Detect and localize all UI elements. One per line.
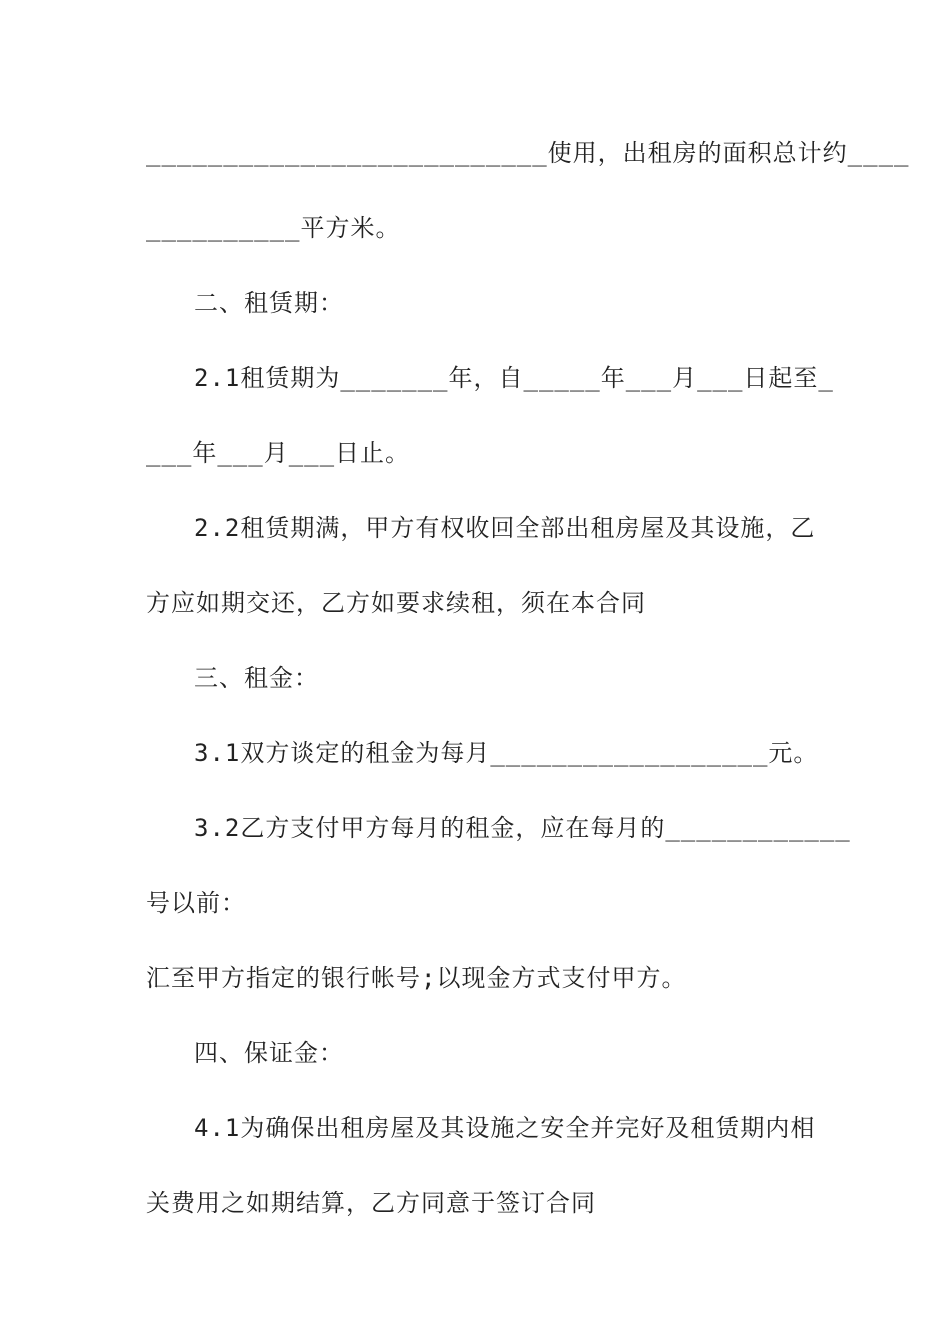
section-heading: 二、租赁期：	[194, 289, 344, 317]
text-line: ___年___月___日止。	[146, 439, 411, 467]
text-line: 3.1双方谈定的租金为每月__________________元。	[194, 739, 819, 767]
text-line: 号以前：	[146, 889, 246, 917]
text-line: 4.1为确保出租房屋及其设施之安全并完好及租赁期内相	[194, 1114, 816, 1142]
text-line: 关费用之如期结算，乙方同意于签订合同	[146, 1189, 596, 1217]
text-line: __________平方米。	[146, 214, 401, 242]
text-line: 2.1租赁期为_______年，自_____年___月___日起至_	[194, 364, 834, 392]
section-heading: 三、租金：	[194, 664, 319, 692]
text-line: 3.2乙方支付甲方每月的租金，应在每月的____________	[194, 814, 851, 842]
section-heading: 四、保证金：	[194, 1039, 344, 1067]
text-line: 2.2租赁期满，甲方有权收回全部出租房屋及其设施，乙	[194, 514, 816, 542]
text-line: __________________________使用，出租房的面积总计约____	[146, 139, 910, 167]
text-line: 方应如期交还，乙方如要求续租，须在本合同	[146, 589, 646, 617]
text-line: 汇至甲方指定的银行帐号;以现金方式支付甲方。	[146, 964, 687, 992]
